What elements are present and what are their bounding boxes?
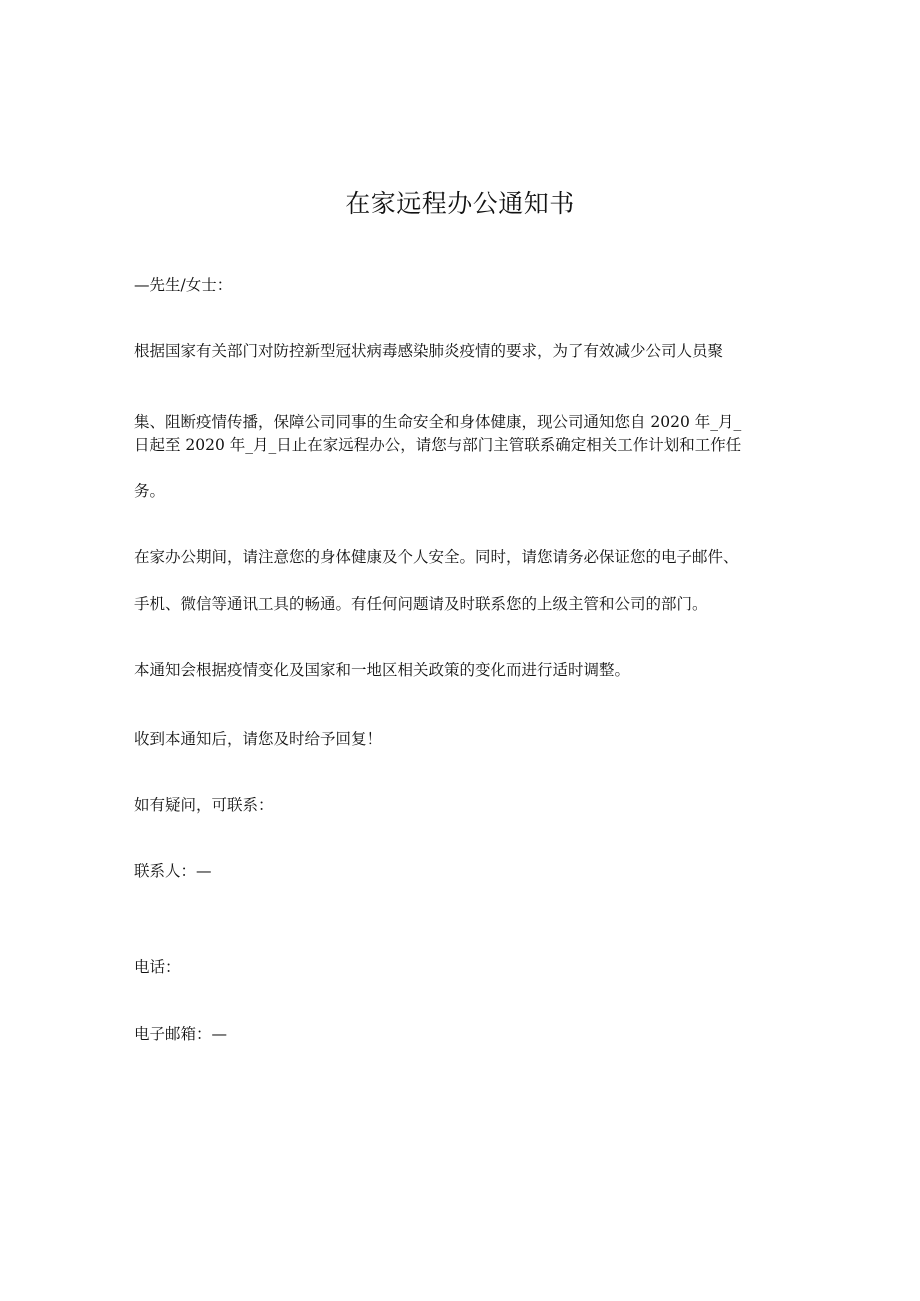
salutation: —先生/女士： [134,276,233,294]
paragraph2-line2: 手机、微信等通讯工具的畅通。有任何问题请及时联系您的上级主管和公司的部门。 [134,595,708,613]
contact-person: 联系人：— [134,862,212,880]
paragraph1-line3: 日起至 2020 年_月_日止在家远程办公，请您与部门主管联系确定相关工作计划和工作任 [134,436,742,454]
paragraph4: 收到本通知后，请您及时给予回复！ [134,730,383,748]
paragraph1-line2: 集、阻断疫情传播，保障公司同事的生命安全和身体健康，现公司通知您自 2020 年_月_ [134,413,742,431]
paragraph2-line1: 在家办公期间，请注意您的身体健康及个人安全。同时，请您请务必保证您的电子邮件、 [134,548,739,566]
paragraph3: 本通知会根据疫情变化及国家和一地区相关政策的变化而进行适时调整。 [134,661,631,679]
paragraph1-line1: 根据国家有关部门对防控新型冠状病毒感染肺炎疫情的要求，为了有效减少公司人员聚 [134,342,724,360]
email: 电子邮箱：— [134,1025,228,1043]
phone: 电话： [134,958,181,976]
paragraph1-line4: 务。 [134,482,166,500]
document-title: 在家远程办公通知书 [345,189,575,218]
contact-intro: 如有疑问，可联系： [134,796,274,814]
